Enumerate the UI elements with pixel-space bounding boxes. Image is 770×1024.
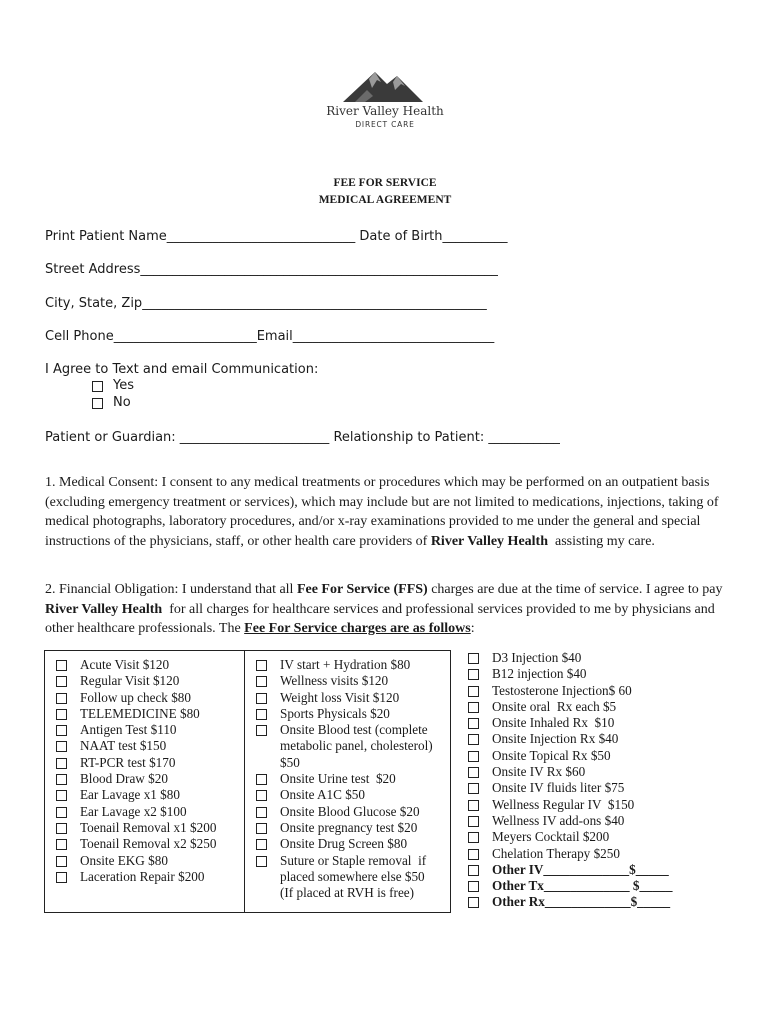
fee-item-label: Blood Draw $20 (80, 771, 168, 787)
fee-checkbox[interactable] (468, 686, 479, 697)
fee-item (256, 820, 433, 836)
fee-checkbox[interactable] (56, 823, 67, 834)
fee-checkbox[interactable] (56, 741, 67, 752)
fee-checkbox[interactable] (56, 856, 67, 867)
fee-checkbox[interactable] (468, 849, 479, 860)
financial-text-3: for all charges for healthcare services and professional services provided to me by physicians and other healthcare professionals. The (45, 601, 719, 636)
fee-item-label: Onsite EKG $80 (80, 852, 168, 868)
logo-subtitle: DIRECT CARE (355, 120, 415, 129)
fee-checkbox[interactable] (256, 725, 267, 736)
fee-checkbox[interactable] (256, 790, 267, 801)
fee-item (468, 862, 672, 878)
guardian-relationship-field[interactable]: Patient or Guardian: _______________________ Relationship to Patient: ___________ (45, 430, 560, 445)
fee-item-label: Onsite Drug Screen $80 (280, 836, 408, 852)
fee-item (56, 804, 216, 820)
fee-item (468, 699, 672, 715)
fee-item-label: RT-PCR test $170 (80, 754, 176, 770)
no-label: No (113, 395, 131, 410)
fee-item-label: Onsite Blood Glucose $20 (280, 803, 420, 819)
financial-text-1: 2. Financial Obligation: I understand that all (45, 582, 297, 597)
fee-item (468, 748, 672, 764)
fee-item-label: Antigen Test $110 (80, 722, 177, 738)
fee-item (256, 804, 433, 820)
fee-item-label: Onsite Urine test $20 (280, 771, 396, 787)
fee-item-label: Acute Visit $120 (80, 657, 170, 672)
medical-consent-paragraph (45, 473, 725, 551)
fee-item-label: Onsite Injection Rx $40 (492, 731, 619, 747)
consent-tail: assisting my care. (548, 533, 655, 549)
fee-checkbox[interactable] (468, 718, 479, 729)
financial-text-2: charges are due at the time of service. I agree to pay (427, 582, 726, 597)
fee-checkbox[interactable] (468, 800, 479, 811)
fee-item-label: Onsite Blood test (complete metabolic panel, cholesterol) $50 (280, 722, 433, 770)
fee-column-3 (468, 650, 672, 911)
fee-checkbox[interactable] (468, 734, 479, 745)
fee-item-label: Onsite IV fluids liter $75 (492, 780, 625, 796)
fee-checkbox[interactable] (468, 816, 479, 827)
financial-obligation-paragraph (45, 580, 725, 639)
consent-provider-name: River Valley Health (430, 533, 548, 549)
fee-item-label: Testosterone Injection$ 60 (492, 682, 632, 698)
financial-text-4: : (470, 621, 475, 636)
communication-agreement-label: I Agree to Text and email Communication: (45, 362, 319, 377)
fee-checkbox[interactable] (256, 709, 267, 720)
document-title: FEE FOR SERVICE (333, 177, 437, 189)
fee-item (56, 738, 216, 754)
fee-item (56, 690, 216, 706)
fee-checkbox[interactable] (256, 823, 267, 834)
yes-checkbox[interactable] (92, 381, 103, 392)
fee-checkbox[interactable] (256, 774, 267, 785)
fee-item-label: NAAT test $150 (80, 738, 167, 754)
street-address-field[interactable]: Street Address_______________________________________________________ (45, 262, 498, 277)
fee-checkbox[interactable] (468, 897, 479, 908)
phone-email-field[interactable]: Cell Phone______________________Email_______________________________ (45, 329, 495, 344)
fee-checkbox[interactable] (56, 725, 67, 736)
fee-checkbox[interactable] (56, 872, 67, 883)
city-state-zip-field[interactable]: City, State, Zip_____________________________________________________ (45, 296, 487, 311)
fee-item (256, 657, 433, 673)
fee-checkbox[interactable] (468, 702, 479, 713)
fee-item-label: Sports Physicals $20 (280, 705, 390, 721)
fee-item-label: Onsite oral Rx each $5 (492, 698, 617, 714)
fee-item-label: Onsite pregnancy test $20 (280, 819, 418, 835)
fee-item-label: Regular Visit $120 (80, 673, 180, 689)
fee-checkbox[interactable] (56, 676, 67, 687)
fee-item (468, 878, 672, 894)
fee-item (468, 650, 672, 666)
fee-item-label: Other IV_____________$_____ (492, 861, 669, 877)
fee-item (468, 731, 672, 747)
fee-checkbox[interactable] (468, 653, 479, 664)
fee-item-label: Other Rx_____________$_____ (492, 894, 671, 910)
fee-item-label: Weight loss Visit $120 (280, 689, 400, 705)
fee-item (56, 820, 216, 836)
fee-checkbox[interactable] (468, 767, 479, 778)
fee-item (256, 706, 433, 722)
fee-item (256, 836, 433, 852)
fee-checkbox[interactable] (256, 660, 267, 671)
river-valley-health-logo (325, 70, 445, 132)
fee-item-label: Follow up check $80 (80, 689, 191, 705)
fee-checkbox[interactable] (56, 774, 67, 785)
fee-checkbox[interactable] (256, 676, 267, 687)
fee-item (468, 683, 672, 699)
fee-item (468, 780, 672, 796)
fee-item (256, 771, 433, 787)
fee-checkbox[interactable] (56, 790, 67, 801)
fee-item (56, 755, 216, 771)
fee-item (56, 771, 216, 787)
fee-item-label: Wellness Regular IV $150 (492, 796, 635, 812)
fee-item-label: Suture or Staple removal if placed somewhere else $50 (If placed at RVH is free) (280, 852, 427, 901)
fee-column-2 (256, 657, 433, 901)
fee-item-label: Wellness visits $120 (280, 673, 389, 689)
fee-checkbox[interactable] (56, 693, 67, 704)
financial-provider-name: River Valley Health (45, 601, 163, 617)
fee-checkbox[interactable] (468, 669, 479, 680)
fee-item (56, 869, 216, 885)
fee-item (56, 853, 216, 869)
fee-item-label: D3 Injection $40 (492, 650, 582, 665)
fee-item (468, 846, 672, 862)
fee-item-label: B12 injection $40 (492, 666, 587, 682)
fee-checkbox[interactable] (56, 660, 67, 671)
fee-item (56, 673, 216, 689)
fee-column-1 (56, 657, 216, 885)
fee-checkbox[interactable] (468, 783, 479, 794)
fee-item (56, 787, 216, 803)
fee-item (56, 657, 216, 673)
fee-checkbox[interactable] (468, 865, 479, 876)
fee-checkbox[interactable] (468, 751, 479, 762)
consent-text: 1. Medical Consent: I consent to any medical treatments or procedures which may be performed on an outpatient basis (excluding emergency treatment or services), which may include but are not limited to medications, injections, taking of medical photographs, laboratory procedures, and/or x-ray examinations provided to me under the general and special instructions of the physicians, staff, or other health care providers of (45, 475, 719, 549)
fee-item-label: Meyers Cocktail $200 (492, 829, 610, 845)
fee-checkbox[interactable] (256, 839, 267, 850)
fee-item (256, 690, 433, 706)
fee-checkbox[interactable] (56, 807, 67, 818)
yes-label: Yes (113, 378, 134, 393)
fee-item-label: Ear Lavage x2 $100 (80, 803, 187, 819)
fee-checkbox[interactable] (56, 709, 67, 720)
fee-item (56, 722, 216, 738)
fee-checkbox[interactable] (468, 832, 479, 843)
logo-name: River Valley Health (326, 104, 444, 118)
fee-checkbox[interactable] (256, 693, 267, 704)
fee-schedule-heading: Fee For Service charges are as follows (244, 621, 471, 636)
fee-item (56, 706, 216, 722)
fee-item-label: Onsite A1C $50 (280, 787, 365, 803)
document-subtitle: MEDICAL AGREEMENT (318, 194, 452, 206)
fee-item (468, 813, 672, 829)
fee-item (56, 836, 216, 852)
fee-item (468, 715, 672, 731)
fee-checkbox[interactable] (468, 881, 479, 892)
ffs-term: Fee For Service (FFS) (296, 582, 428, 597)
fee-item (256, 722, 433, 771)
fee-item (468, 666, 672, 682)
fee-item (256, 853, 433, 902)
fee-item-label: Onsite IV Rx $60 (492, 764, 586, 780)
fee-item-label: TELEMEDICINE $80 (80, 705, 200, 721)
fee-checkbox[interactable] (256, 856, 267, 867)
fee-item-label: Onsite Topical Rx $50 (492, 747, 611, 763)
fee-item-label: Wellness IV add-ons $40 (492, 812, 625, 828)
fee-item (468, 764, 672, 780)
fee-item-label: Chelation Therapy $250 (492, 845, 620, 861)
fee-checkbox[interactable] (56, 758, 67, 769)
fee-checkbox[interactable] (56, 839, 67, 850)
fee-item (468, 829, 672, 845)
fee-item-label: Ear Lavage x1 $80 (80, 787, 180, 803)
fee-item (256, 673, 433, 689)
fee-item (256, 787, 433, 803)
fee-item (468, 894, 672, 910)
fee-item-label: Laceration Repair $200 (80, 868, 205, 884)
fee-item-label: Other Tx_____________ $_____ (492, 878, 673, 894)
fee-item (468, 797, 672, 813)
fee-item-label: Onsite Inhaled Rx $10 (492, 715, 615, 731)
mountain-logo-icon (325, 70, 445, 106)
fee-item-label: Toenail Removal x2 $250 (80, 836, 217, 852)
no-checkbox[interactable] (92, 398, 103, 409)
patient-name-dob-field[interactable]: Print Patient Name_____________________________ Date of Birth__________ (45, 229, 508, 244)
fee-item-label: IV start + Hydration $80 (280, 657, 411, 672)
fee-item-label: Toenail Removal x1 $200 (80, 819, 217, 835)
fee-checkbox[interactable] (256, 807, 267, 818)
